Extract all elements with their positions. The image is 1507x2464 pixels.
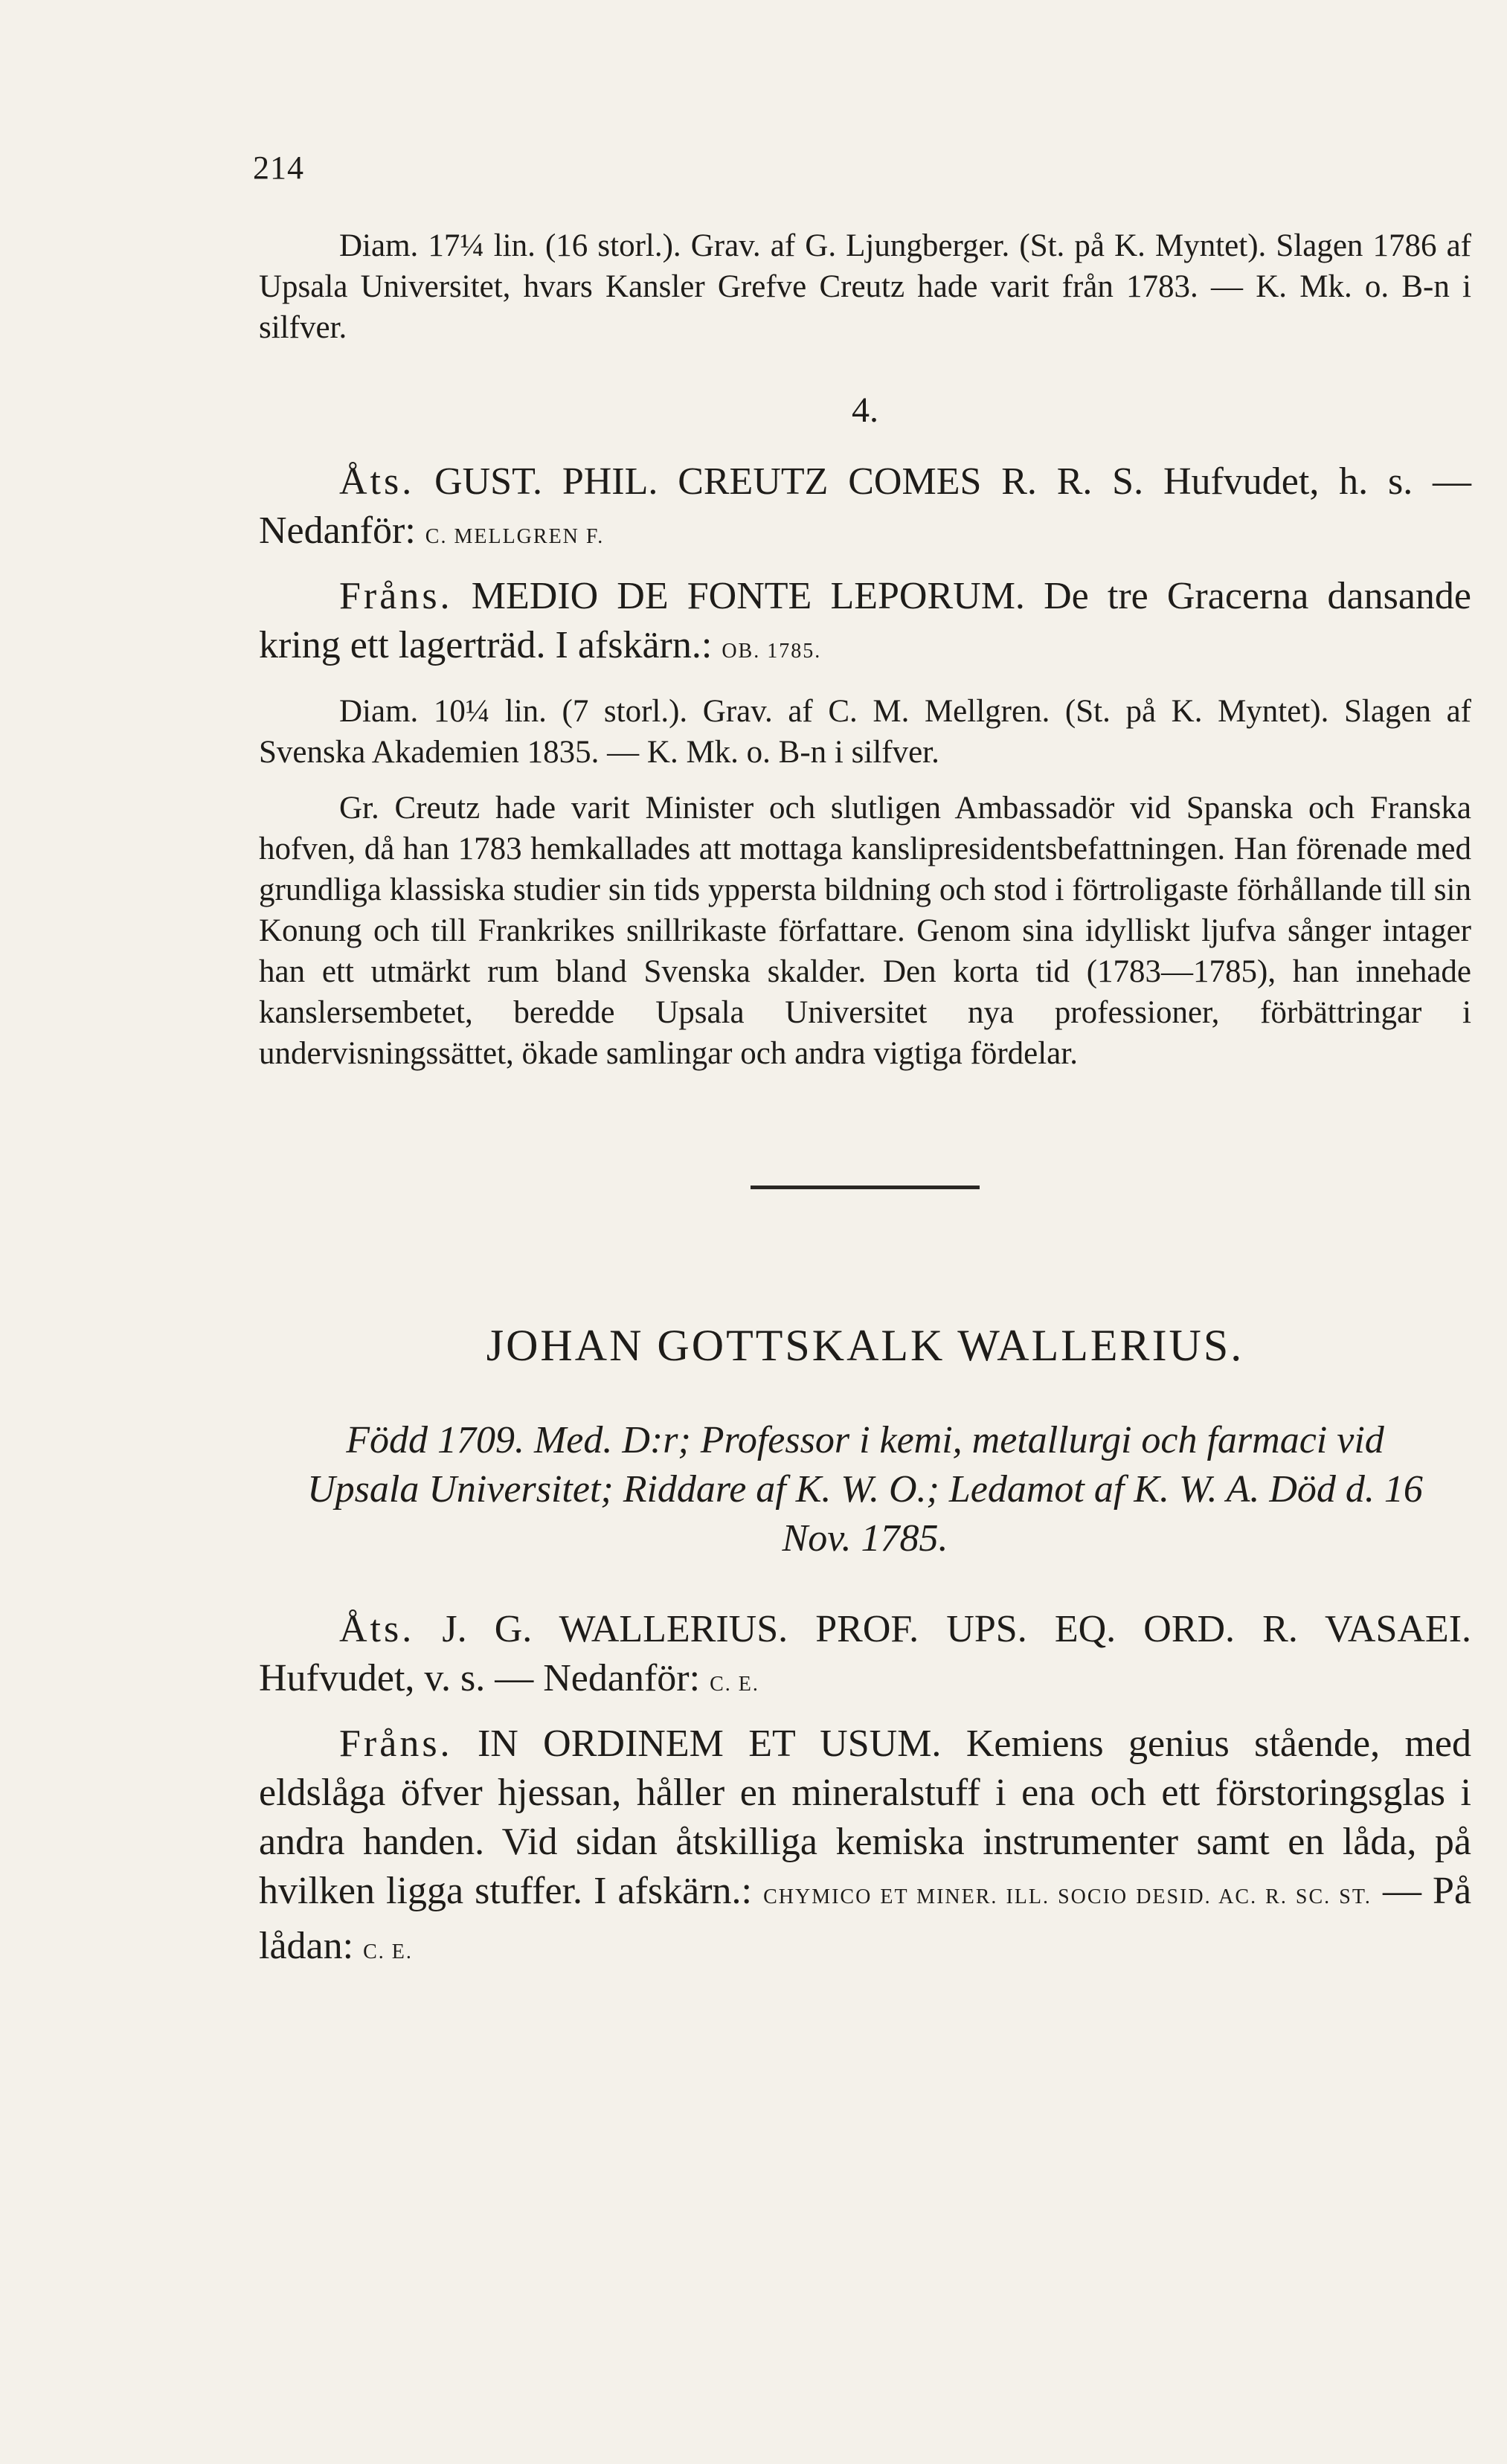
medal-details: Diam. 10¼ lin. (7 storl.). Grav. af C. M. Mellgren. (St. på K. Myntet). Slagen af Svenska Akademien 1835. — K. Mk. o. B-n i silfver. <box>259 694 1471 770</box>
obverse-label: Åts. <box>339 1608 415 1650</box>
obverse-label: Åts. <box>339 460 415 503</box>
obverse-description-wallerius <box>259 1605 1471 1709</box>
reverse-label: Fråns. <box>339 1722 453 1765</box>
obverse-signature: C. E. <box>710 1673 759 1696</box>
reverse-signature: C. E. <box>363 1940 413 1963</box>
obverse-text: Hufvudet, v. s. — Nedanför: <box>259 1657 701 1699</box>
reverse-text: Kemiens genius stående, med eldslåga öfver hjessan, håller en mineralstuff i ena och ett förstoringsglas i andra handen. Vid sidan åtskilliga kemiska instrumenter samt en låda, på hvilken ligga stuffer. I afskärn.: <box>259 1722 1471 1912</box>
entry-diameter-note: Diam. 17¼ lin. (16 storl.). Grav. af G. Ljungberger. (St. på K. Myntet). Slagen 1786 af Upsala Universitet, hvars Kansler Grefve Creutz hade varit från 1783. — K. Mk. o. B-n i silfver. <box>259 228 1471 345</box>
reverse-text: De tre Gracerna dansande kring ett lagerträd. I afskärn.: <box>259 575 1472 666</box>
reverse-inscription: MEDIO DE FONTE LEPORUM. <box>471 575 1025 617</box>
obverse-inscription: GUST. PHIL. CREUTZ COMES R. R. S. <box>434 460 1144 503</box>
person-biography: Född 1709. Med. D:r; Professor i kemi, metallurgi och farmaci vid Upsala Universitet; Riddare af K. W. O.; Ledamot af K. W. A. Död d. 16 Nov. 1785. <box>307 1419 1423 1560</box>
reverse-exergue: OB. 1785. <box>722 640 822 663</box>
biographical-note: Gr. Creutz hade varit Minister och slutligen Ambassadör vid Spanska och Franska hofven, då han 1783 hemkallades att mottaga kanslipresidentsbefattningen. Han förenade med grundliga klassiska studier sin tids yppersta bildning och stod i förtroligaste förhållande till sin Konung och till Frankrikes snillrikaste författare. Genom sina idylliskt ljufva sånger intager han ett utmärkt rum bland Svenska skalder. Den korta tid (1783—1785), han innehade kanslersembetet, beredde Upsala Universitet nya professioner, förbättringar i undervisningssättet, ökade samlingar och andra vigtiga fördelar. <box>259 791 1471 1071</box>
book-page <box>253 149 1472 2425</box>
reverse-description-wallerius <box>259 1720 1471 1977</box>
section-divider <box>751 1186 980 1189</box>
obverse-description <box>259 457 1471 562</box>
reverse-inscription: IN ORDINEM ET USUM. <box>477 1722 942 1765</box>
reverse-text-continued: — På lådan: <box>259 1870 1472 1967</box>
reverse-description <box>259 572 1471 676</box>
reverse-exergue: CHYMICO ET MINER. ILL. SOCIO DESID. AC. R. SC. ST. <box>763 1885 1372 1908</box>
obverse-inscription: J. G. WALLERIUS. PROF. UPS. EQ. ORD. R. VASAEI. <box>442 1608 1472 1650</box>
page-number: 214 <box>253 149 304 186</box>
person-heading: JOHAN GOTTSKALK WALLERIUS. <box>486 1321 1244 1370</box>
reverse-label: Fråns. <box>339 575 453 617</box>
obverse-signature: C. MELLGREN F. <box>425 525 605 548</box>
obverse-text: Hufvudet, h. s. — Nedanför: <box>259 460 1472 552</box>
section-number: 4. <box>852 390 878 430</box>
